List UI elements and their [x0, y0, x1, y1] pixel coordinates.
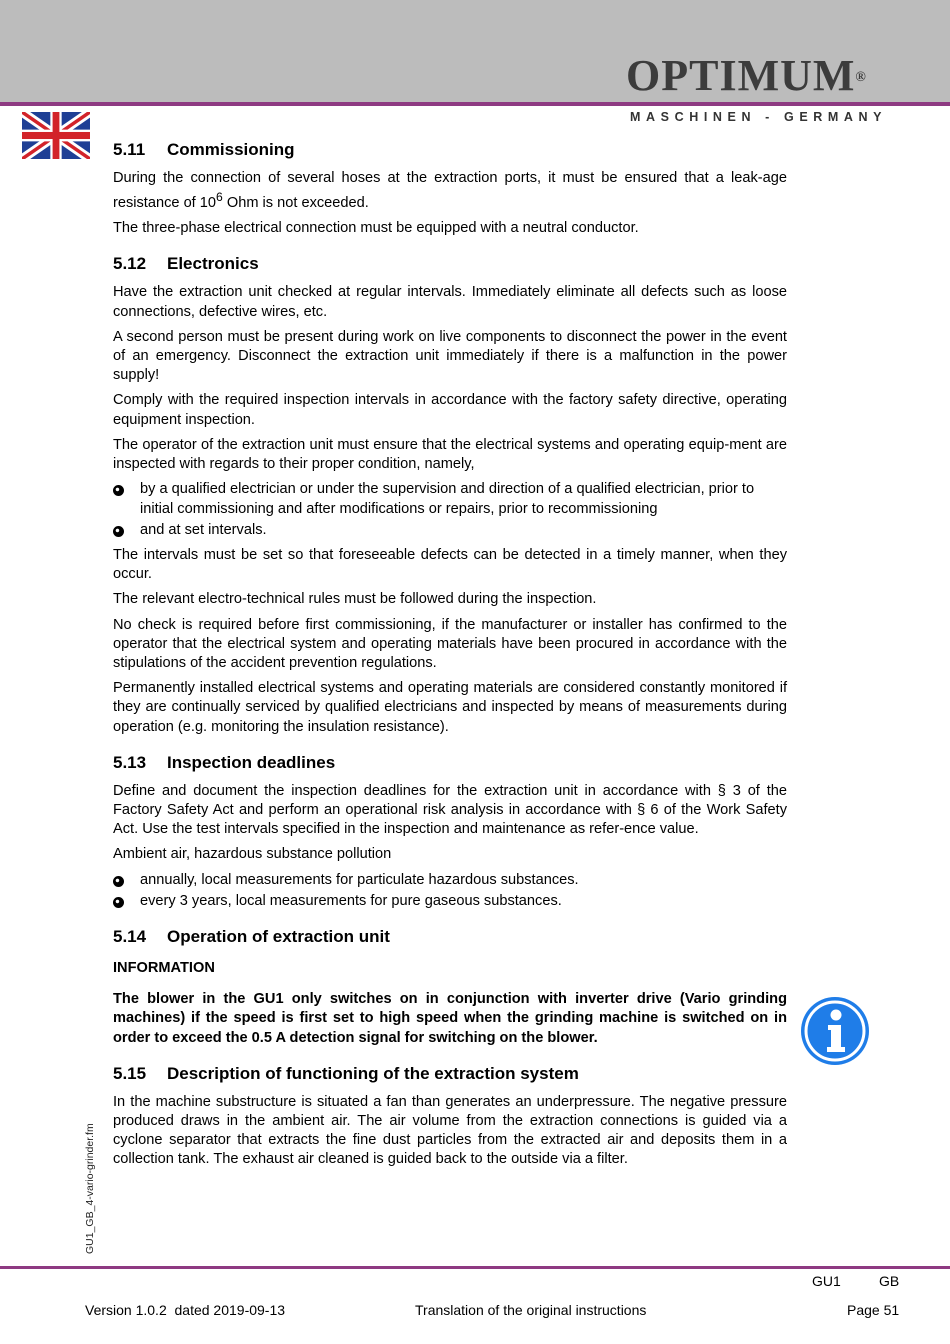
- paragraph-text: During the connection of several hoses at the extraction ports, it must be ensured that a leak-age resistance of 10: [113, 170, 787, 212]
- list-item-text: and at set intervals.: [140, 521, 267, 538]
- section-number: 5.11: [113, 140, 146, 159]
- brand-tagline: MASCHINEN - GERMANY: [630, 110, 888, 124]
- paragraph: Define and document the inspection deadlines for the extraction unit in accordance with § 3 of the Factory Safety Act and perform an operational risk analysis in accordance with § 6 of the Work Safety Act. Use the test intervals specified in the inspection and maintenance as refer-ence value.: [113, 782, 787, 838]
- section-heading: [113, 252, 787, 276]
- section-5-12: [113, 252, 787, 736]
- section-heading: [113, 925, 787, 949]
- paragraph: In the machine substructure is situated a fan than generates an underpressure. The negative pressure produced draws in the ambient air. The air volume from the extraction connections is guided via a cyclone separator that extracts the fine dust particles from the extracted air and deposits them in a collection tank. The exhaust air cleaned is guided back to the outside via a filter.: [113, 1093, 787, 1168]
- section-5-13: [113, 751, 787, 911]
- bullet-icon: [113, 897, 124, 908]
- uk-flag-icon: [22, 112, 90, 159]
- list-item: [113, 892, 787, 911]
- paragraph: Comply with the required inspection intervals in accordance with the factory safety directive, operating equipment inspection.: [113, 392, 787, 428]
- list-item: [113, 871, 787, 890]
- paragraph: The intervals must be set so that foreseeable defects can be detected in a timely manner, when they occur.: [113, 546, 787, 583]
- paragraph: The operator of the extraction unit must ensure that the electrical systems and operating equip-ment are inspected with regards to their proper condition, namely,: [113, 436, 787, 473]
- registered-mark: ®: [855, 70, 867, 85]
- section-number: 5.12: [113, 254, 147, 274]
- paragraph: Permanently installed electrical systems and operating materials are considered constantly monitored if they are continually serviced by qualified electricians and inspected by means of measurements during operation (e.g. monitoring the insulation resistance).: [113, 680, 787, 735]
- exponent: 6: [216, 190, 223, 205]
- footer-version: Version 1.0.2 dated 2019-09-13: [85, 1302, 286, 1318]
- section-title: Description of functioning of the extraction system: [167, 1063, 579, 1083]
- paragraph: A second person must be present during work on live components to disconnect the power in the event of an emergency. Disconnect the extraction unit immediately if there is a malfunction in the power supply!: [113, 328, 787, 384]
- page-content: [113, 138, 787, 1184]
- paragraph: The three-phase electrical connection must be equipped with a neutral conductor.: [113, 220, 639, 237]
- list-item-text: by a qualified electrician or under the supervision and direction of a qualified electrician, prior to initial commissioning and after modifications or repairs, prior to recommissioning: [140, 481, 755, 517]
- section-5-14: [113, 925, 787, 1048]
- section-title: Commissioning: [167, 140, 295, 159]
- bullet-icon: [113, 526, 124, 537]
- footer-page-number: Page 51: [847, 1302, 900, 1318]
- info-text: The blower in the GU1 only switches on in conjunction with inverter drive (Vario grinding machines) if the speed is first set to high speed when the grinding machine is switched on in order to exceed the 0.5 A detection signal for switching on the blower.: [113, 991, 787, 1046]
- bullet-icon: [113, 485, 124, 496]
- header-divider: [0, 102, 950, 106]
- footer-language: GB: [879, 1273, 900, 1289]
- list-item-text: every 3 years, local measurements for pure gaseous substances.: [140, 892, 562, 909]
- section-heading: [113, 138, 787, 162]
- brand-name: OPTIMUM: [626, 51, 856, 100]
- section-number: 5.15: [113, 1063, 147, 1083]
- section-5-11: [113, 138, 787, 238]
- paragraph: The relevant electro-technical rules must be followed during the inspection.: [113, 591, 597, 608]
- list-item: [113, 521, 787, 540]
- paragraph-text: Ohm is not exceeded.: [222, 195, 369, 212]
- section-title: Electronics: [167, 254, 259, 274]
- list-item: [113, 480, 787, 518]
- section-number: 5.13: [113, 752, 147, 772]
- footer-divider: [0, 1266, 950, 1269]
- paragraph: [113, 169, 787, 213]
- paragraph: No check is required before first commissioning, if the manufacturer or installer has confirmed to the operator that the electrical system and operating materials have been procured in accordance with the stipulations of the accident prevention regulations.: [113, 616, 787, 671]
- section-heading: [113, 751, 787, 775]
- information-icon: [800, 996, 870, 1066]
- bullet-list: [113, 480, 787, 540]
- footer-translation: Translation of the original instructions: [415, 1302, 647, 1318]
- bullet-list: [113, 871, 787, 911]
- side-file-label: GU1_GB_4-vario-grinder.fm: [84, 1123, 96, 1254]
- section-number: 5.14: [113, 926, 147, 946]
- paragraph: Have the extraction unit checked at regular intervals. Immediately eliminate all defects such as loose connections, defective wires, etc.: [113, 284, 787, 320]
- brand-logo: [626, 52, 867, 100]
- bullet-icon: [113, 876, 124, 887]
- section-5-15: [113, 1062, 787, 1170]
- footer-model: GU1: [812, 1273, 841, 1289]
- section-heading: [113, 1062, 787, 1086]
- list-item-text: annually, local measurements for particulate hazardous substances.: [140, 871, 579, 888]
- section-title: Inspection deadlines: [167, 752, 336, 772]
- section-title: Operation of extraction unit: [167, 926, 390, 946]
- info-label: INFORMATION: [113, 959, 215, 976]
- paragraph: Ambient air, hazardous substance pollution: [113, 846, 392, 863]
